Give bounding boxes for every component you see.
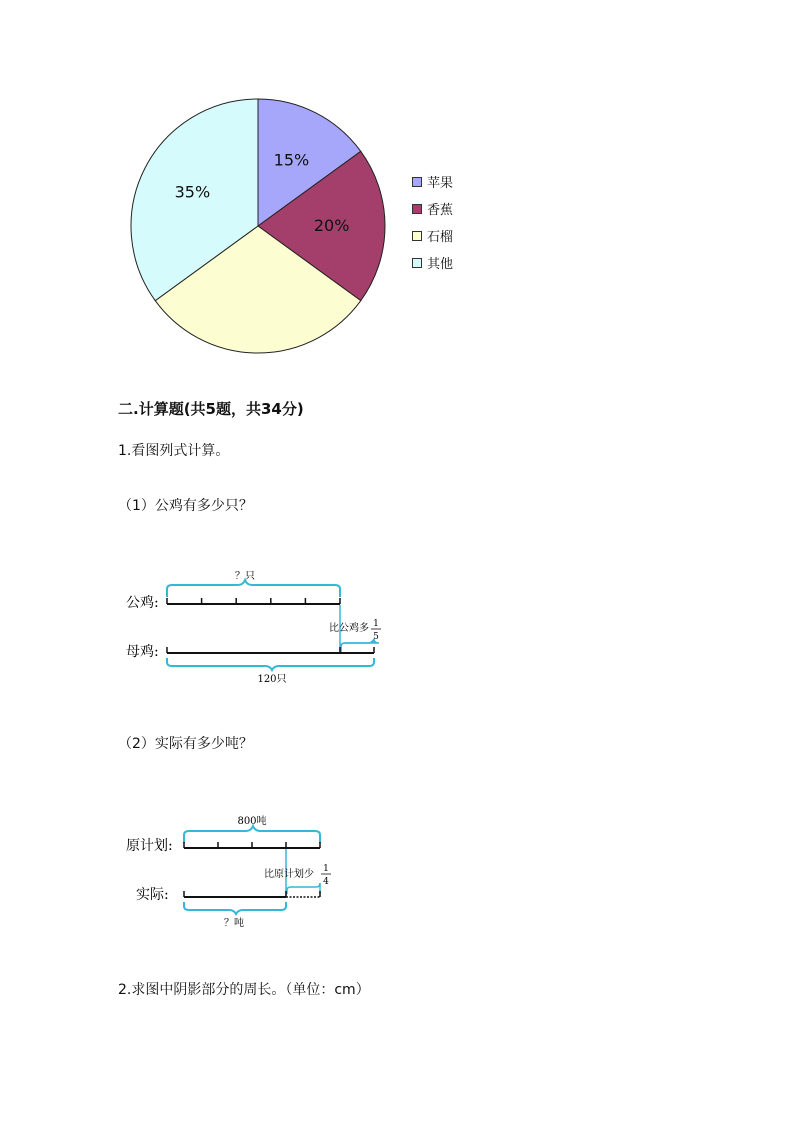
actual-brace	[184, 902, 286, 914]
less-frac-numerator: 1	[323, 864, 329, 874]
legend-label-banana: 香蕉	[427, 203, 454, 218]
chart-legend	[412, 168, 453, 276]
more-frac-numerator: 1	[373, 619, 379, 629]
legend-swatch-banana	[412, 204, 422, 214]
plan-brace-label: 800吨	[237, 816, 267, 827]
question-1-sub1-text: （1）公鸡有多少只？	[118, 498, 253, 514]
legend-label-pomegranate: 石榴	[427, 230, 454, 245]
more-frac-denominator: 5	[373, 632, 379, 642]
rooster-hen-diagram	[110, 560, 410, 690]
less-frac-denominator: 4	[323, 877, 329, 887]
rooster-brace-label: ？只	[235, 571, 255, 582]
legend-label-apple: 苹果	[427, 176, 454, 191]
legend-swatch-apple	[412, 177, 422, 187]
less-small-brace	[287, 883, 320, 894]
section-title: 二.计算题(共5题，共34分)	[118, 400, 304, 418]
actual-label: 实际:	[136, 887, 169, 903]
question-1-sub2-text: （2）实际有多少吨？	[118, 736, 253, 752]
legend-item-other	[412, 249, 453, 276]
more-than-rooster-text: 比公鸡多	[329, 623, 369, 634]
legend-swatch-other	[412, 258, 422, 268]
hen-brace-label: 120只	[257, 674, 287, 685]
hen-label: 母鸡:	[126, 644, 159, 660]
legend-item-pomegranate	[412, 222, 453, 249]
pie-label-other: 35%	[174, 182, 211, 202]
plan-actual-diagram	[110, 808, 410, 938]
legend-label-other: 其他	[427, 257, 454, 272]
rooster-brace	[167, 580, 340, 597]
less-than-plan-text: 比原计划少	[264, 869, 314, 880]
pie-label-apple: 15%	[273, 150, 310, 170]
plan-label: 原计划:	[126, 838, 173, 854]
actual-brace-label: ？吨	[224, 918, 244, 929]
question-1-text: 1.看图列式计算。	[118, 443, 230, 459]
pie-label-banana: 20%	[313, 216, 350, 235]
legend-swatch-pomegranate	[412, 231, 422, 241]
legend-item-apple	[412, 168, 453, 195]
hen-brace	[167, 658, 374, 670]
pie-chart	[120, 90, 400, 360]
legend-item-banana	[412, 195, 453, 222]
plan-brace	[184, 826, 320, 843]
question-2-text: 2.求图中阴影部分的周长。（单位：cm）	[118, 982, 370, 998]
rooster-label: 公鸡:	[126, 595, 159, 611]
